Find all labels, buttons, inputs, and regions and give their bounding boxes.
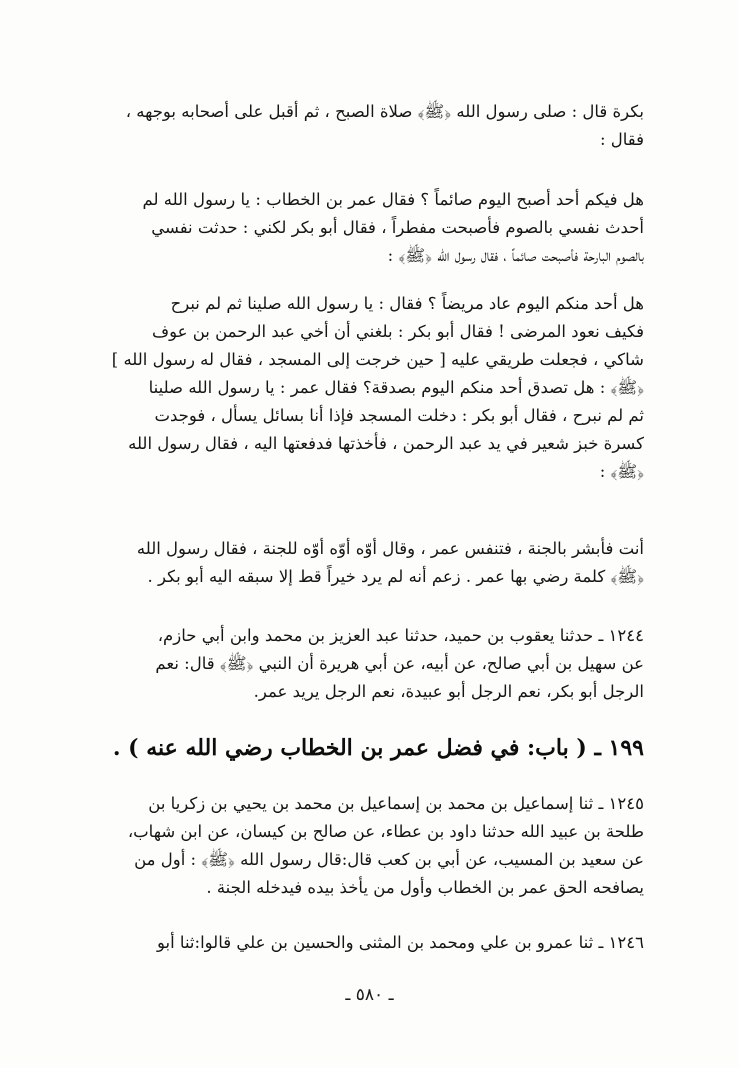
hadith-1246 (80, 929, 644, 957)
text-line: هل أحد منكم اليوم عاد مريضاً ؟ فقال : يا رسول الله صلينا ثم لم نبرح (170, 294, 644, 313)
chapter-heading: ١٩٩ ـ ( باب: في فضل عمر بن الخطاب رضي الله عنه ) . (112, 735, 644, 761)
text-line: أنت فأبشر بالجنة ، فتنفس عمر ، وقال أوّه أوّه أوّه للجنة ، فقال رسول الله (136, 539, 644, 558)
text-line: ثم لم نبرح ، فقال أبو بكر : دخلت المسجد فإذا أنا بسائل يسأل ، فوجدت (154, 406, 644, 425)
text-line: الرجل أبو بكر، نعم الرجل أبو عبيدة، نعم الرجل يريد عمر. (253, 682, 644, 701)
text-line: ١٢٤٤ ـ حدثنا يعقوب بن حميد، حدثنا عبد العزيز بن محمد وابن أبي حازم، (157, 626, 644, 645)
text-line: ﴿ﷺ﴾ : (599, 462, 644, 481)
text-line: بكرة قال : صلى رسول الله ﴿ﷺ﴾ صلاة الصبح ، ثم أقبل على أصحابه بوجهه ، (125, 102, 644, 121)
text-line: ١٢٤٦ ـ ثنا عمرو بن علي ومحمد بن المثنى والحسين بن علي قالوا:ثنا أبو (156, 933, 644, 952)
hadith-1245 (80, 790, 644, 902)
text-line: بالصوم البارحة فأصبحت صائماً ، فقال رسول الله ﴿ﷺ﴾ : (387, 246, 644, 265)
paragraph-4 (80, 535, 644, 591)
text-line: ١٢٤٥ ـ ثنا إسماعيل بن محمد بن إسماعيل بن محمد بن يحيي بن زكريا بن (148, 794, 644, 813)
text-line: ﴿ﷺ﴾ : هل تصدق أحد منكم اليوم بصدقة؟ فقال عمر : يا رسول الله صلينا (148, 378, 644, 397)
text-line: طلحة بن عبيد الله حدثنا داود بن عطاء، عن صالح بن كيسان، عن ابن شهاب، (127, 822, 644, 841)
text-line: عن سهيل بن أبي صالح، عن أبيه، عن أبي هريرة أن النبي ﴿ﷺ﴾ قال: نعم (155, 654, 644, 673)
paragraph-1 (80, 98, 644, 154)
paragraph-3 (80, 290, 644, 486)
text-line: فقال : (599, 130, 644, 149)
text-line: عن سعيد بن المسيب، عن أبي بن كعب قال:قال رسول الله ﴿ﷺ﴾ : أول من (134, 850, 644, 869)
text-line: كسرة خبز شعير في يد عبد الرحمن ، فأخذتها فدفعتها اليه ، فقال رسول الله (128, 434, 644, 453)
text-line: هل فيكم أحد أصبح اليوم صائماً ؟ فقال عمر بن الخطاب : يا رسول الله لم (142, 190, 644, 209)
text-line: شاكي ، فجعلت طريقي عليه [ حين خرجت إلى المسجد ، فقال له رسول الله ] (111, 350, 644, 369)
text-line: فكيف نعود المرضى ! فقال أبو بكر : بلغني أن أخي عبد الرحمن بن عوف (152, 322, 644, 341)
page-number: ـ ٥٨٠ ـ (345, 985, 394, 1005)
text-line: يصافحه الحق عمر بن الخطاب وأول من يأخذ بيده فيدخله الجنة . (206, 878, 644, 897)
hadith-1244 (80, 622, 644, 706)
text-line: أحدث نفسي بالصوم فأصبحت مفطراً ، فقال أبو بكر لكني : حدثت نفسي (151, 218, 644, 237)
text-line: ﴿ﷺ﴾ كلمة رضي بها عمر . زعم أنه لم يرد خيراً قط إلا سبقه اليه أبو بكر . (147, 567, 644, 586)
paragraph-2 (80, 186, 644, 270)
